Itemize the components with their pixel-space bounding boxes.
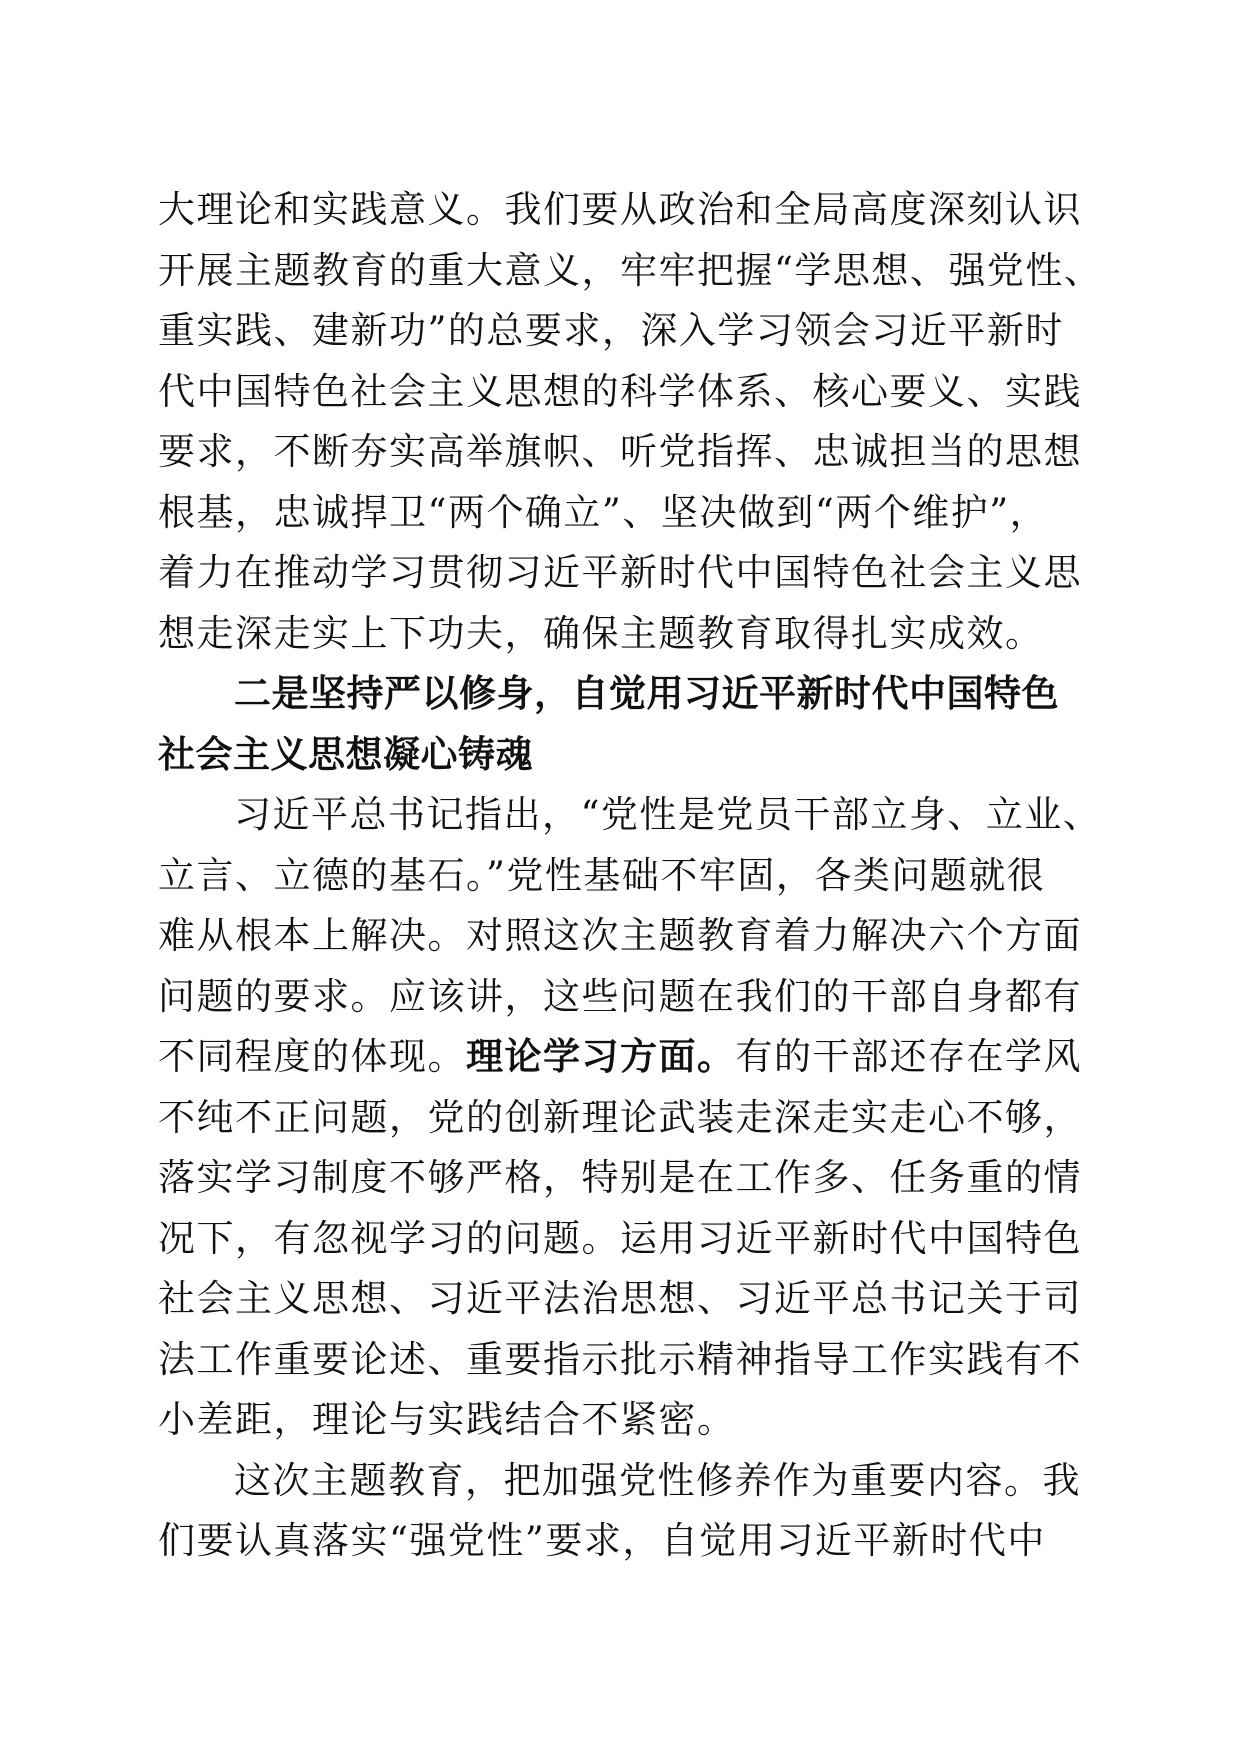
section-heading-line: 社会主义思想凝心铸魂 xyxy=(158,732,533,776)
inline-bold-heading: 理论学习方面。 xyxy=(466,1035,736,1078)
para2-text: 不同程度的体现。 xyxy=(158,1035,466,1078)
section-heading-line: 二是坚持严以修身，自觉用习近平新时代中国特色 xyxy=(234,672,1059,715)
para2-line: 小差距，理论与实践结合不紧密。 xyxy=(158,1398,736,1441)
para2-mixed-line xyxy=(158,1027,1088,1088)
para2-line: 习近平总书记指出，“党性是党员干部立身、立业、 xyxy=(234,793,1102,836)
para1-line: 代中国特色社会主义思想的科学体系、核心要义、实践 xyxy=(158,369,1082,413)
para1-line: 要求，不断夯实高举旗帜、听党指挥、忠诚担当的思想 xyxy=(158,430,1082,473)
para2-line: 落实学习制度不够严格，特别是在工作多、任务重的情 xyxy=(158,1156,1082,1199)
para2-line: 难从根本上解决。对照这次主题教育着力解决六个方面 xyxy=(158,914,1082,957)
para1-line: 重实践、建新功”的总要求，深入学习领会习近平新时 xyxy=(158,309,1064,352)
para3-line: 们要认真落实“强党性”要求，自觉用习近平新时代中 xyxy=(158,1519,1046,1562)
para1-line: 想走深走实上下功夫，确保主题教育取得扎实成效。 xyxy=(158,611,1044,655)
para1-line: 开展主题教育的重大意义，牢牢把握“学思想、强党性、 xyxy=(158,248,1103,292)
para3-line: 这次主题教育，把加强党性修养作为重要内容。我 xyxy=(234,1458,1081,1502)
para1-line: 根基，忠诚捍卫“两个确立”、坚决做到“两个维护”， xyxy=(158,490,1049,534)
para2-line: 法工作重要论述、重要指示批示精神指导工作实践有不 xyxy=(158,1337,1082,1381)
para1-line: 着力在推动学习贯彻习近平新时代中国特色社会主义思 xyxy=(158,551,1082,594)
para2-line: 社会主义思想、习近平法治思想、习近平总书记关于司 xyxy=(158,1277,1082,1320)
para2-line: 况下，有忽视学习的问题。运用习近平新时代中国特色 xyxy=(158,1216,1082,1260)
document-body xyxy=(158,180,1103,1572)
para2-line: 问题的要求。应该讲，这些问题在我们的干部自身都有 xyxy=(158,974,1082,1018)
para2-text: 有的干部还存在学风 xyxy=(735,1035,1082,1078)
para2-line: 不纯不正问题，党的创新理论武装走深走实走心不够， xyxy=(158,1095,1082,1139)
para2-line: 立言、立德的基石。”党性基础不牢固，各类问题就很 xyxy=(158,853,1046,897)
para1-line: 大理论和实践意义。我们要从政治和全局高度深刻认识 xyxy=(158,188,1082,231)
